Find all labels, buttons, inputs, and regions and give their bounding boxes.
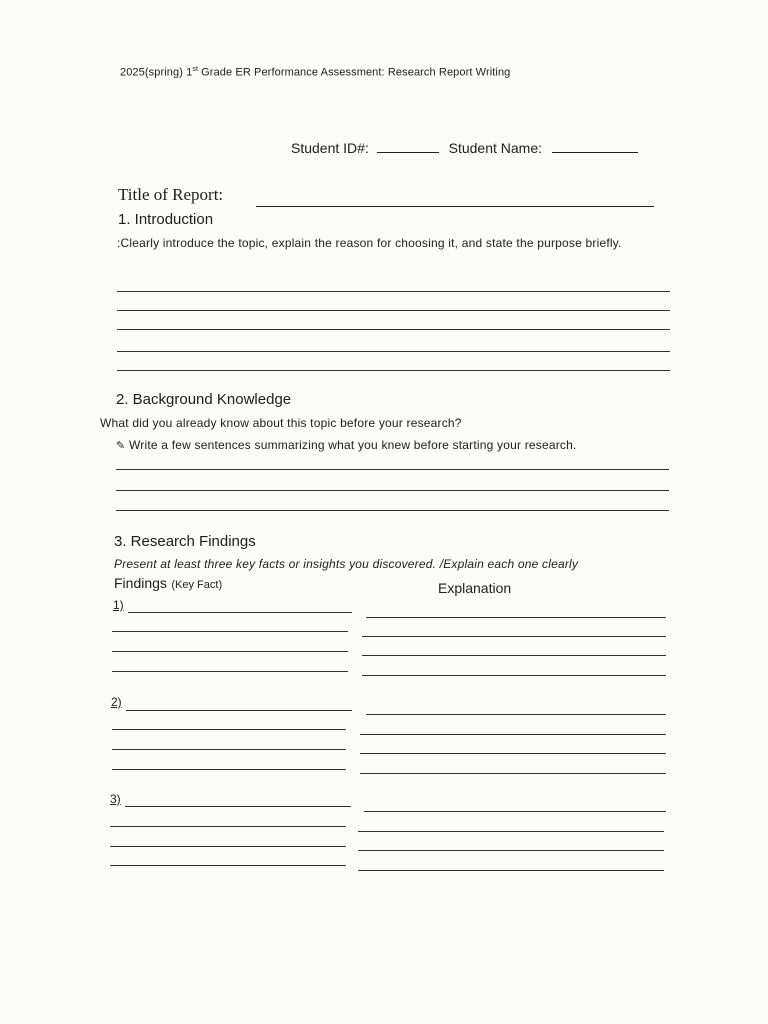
pencil-icon: ✎: [116, 440, 126, 452]
explanation-1-line[interactable]: [362, 675, 666, 676]
introduction-answer-line[interactable]: [117, 310, 670, 311]
finding-2-line[interactable]: [112, 729, 346, 730]
finding-1-number: 1): [113, 598, 124, 612]
finding-3-number: 3): [110, 792, 121, 806]
explanation-3-line[interactable]: [358, 831, 664, 832]
report-title-label: Title of Report:: [118, 185, 224, 204]
findings-column-title: Findings: [114, 575, 167, 591]
finding-3-line[interactable]: [110, 826, 346, 827]
finding-2-line[interactable]: [112, 749, 346, 750]
student-name-label: Student Name:: [448, 140, 542, 156]
header-superscript: st: [192, 66, 198, 73]
finding-2-number: 2): [111, 695, 122, 709]
student-name-field[interactable]: [552, 140, 638, 153]
explanation-column-title: Explanation: [438, 580, 512, 596]
introduction-answer-line[interactable]: [117, 351, 670, 352]
background-instruction: Write a few sentences summarizing what you knew before starting your research.: [128, 438, 577, 452]
header-suffix: Grade ER Performance Assessment: Research Report Writing: [198, 66, 511, 79]
explanation-3-line[interactable]: [358, 850, 664, 851]
findings-instruction: Present at least three key facts or insights you discovered. /Explain each one clearly: [114, 557, 579, 571]
finding-1-line[interactable]: [112, 631, 348, 632]
introduction-answer-line[interactable]: [117, 291, 670, 292]
finding-1-line[interactable]: [112, 651, 348, 652]
finding-2-line[interactable]: [126, 710, 352, 711]
findings-column-subtitle: (Key Fact): [171, 579, 223, 591]
background-answer-line[interactable]: [116, 490, 669, 491]
finding-2-line[interactable]: [112, 769, 346, 770]
finding-1-line[interactable]: [128, 612, 352, 613]
header-prefix: 2025(spring) 1: [120, 66, 193, 79]
finding-3-line[interactable]: [125, 806, 351, 807]
explanation-1-line[interactable]: [366, 617, 666, 618]
finding-3-line[interactable]: [110, 846, 346, 847]
explanation-1-line[interactable]: [362, 655, 666, 656]
background-question: What did you already know about this topic before your research?: [100, 416, 462, 430]
background-answer-line[interactable]: [116, 469, 669, 470]
findings-column-header: [114, 575, 222, 593]
finding-1-line[interactable]: [112, 671, 348, 672]
explanation-1-line[interactable]: [362, 636, 666, 637]
introduction-answer-line[interactable]: [117, 329, 670, 330]
background-heading: 2. Background Knowledge: [116, 391, 292, 408]
background-instruction-row: [116, 438, 577, 452]
introduction-answer-line[interactable]: [117, 370, 670, 371]
background-answer-line[interactable]: [116, 510, 669, 511]
report-title-field[interactable]: [256, 206, 654, 207]
student-id-field[interactable]: [377, 140, 439, 153]
explanation-3-line[interactable]: [364, 811, 666, 812]
student-info-row: [291, 140, 638, 156]
explanation-2-line[interactable]: [360, 773, 666, 774]
worksheet-header: [120, 66, 510, 79]
introduction-instruction: :Clearly introduce the topic, explain the reason for choosing it, and state the purpose briefly.: [117, 236, 622, 250]
findings-heading: 3. Research Findings: [114, 533, 256, 550]
explanation-2-line[interactable]: [366, 714, 666, 715]
explanation-3-line[interactable]: [358, 870, 664, 871]
explanation-2-line[interactable]: [360, 734, 666, 735]
finding-3-line[interactable]: [110, 865, 346, 866]
student-id-label: Student ID#:: [291, 140, 369, 156]
explanation-2-line[interactable]: [360, 753, 666, 754]
introduction-heading: 1. Introduction: [118, 211, 214, 228]
